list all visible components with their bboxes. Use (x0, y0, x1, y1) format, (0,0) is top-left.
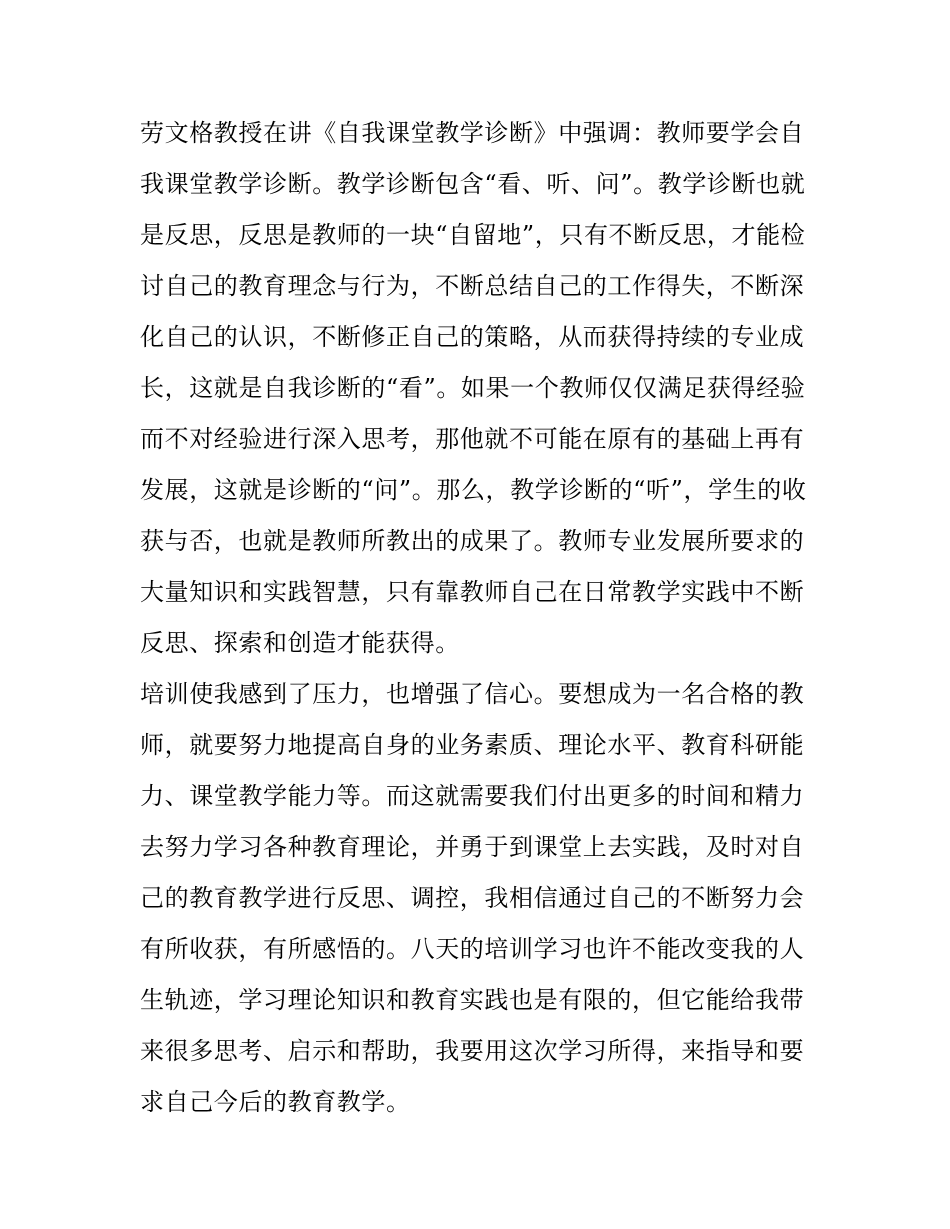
text-line: 力、课堂教学能力等。而这就需要我们付出更多的时间和精力 (140, 782, 805, 810)
text-line: 讨自己的教育理念与行为，不断总结自己的工作得失，不断深 (140, 272, 805, 300)
text-line: 反思、探索和创造才能获得。 (140, 629, 460, 657)
text-line: 是反思，反思是教师的一块“自留地”，只有不断反思，才能检 (140, 221, 806, 249)
paragraph-2 (140, 669, 812, 1128)
text-line: 劳文格教授在讲《自我课堂教学诊断》中强调：教师要学会自 (140, 119, 805, 147)
text-line: 去努力学习各种教育理论，并勇于到课堂上去实践，及时对自 (140, 833, 805, 861)
text-line: 发展，这就是诊断的“问”。那么，教学诊断的“听”，学生的收 (140, 476, 807, 504)
paragraph-1 (140, 108, 812, 669)
text-line: 来很多思考、启示和帮助，我要用这次学习所得，来指导和要 (140, 1037, 805, 1065)
text-line: 有所收获，有所感悟的。八天的培训学习也许不能改变我的人 (140, 935, 805, 963)
text-line: 生轨迹，学习理论知识和教育实践也是有限的，但它能给我带 (140, 986, 805, 1014)
text-line: 化自己的认识，不断修正自己的策略，从而获得持续的专业成 (140, 323, 805, 351)
text-line: 师，就要努力地提高自身的业务素质、理论水平、教育科研能 (140, 731, 805, 759)
text-line: 长，这就是自我诊断的“看”。如果一个教师仅仅满足获得经验 (140, 374, 806, 402)
document-page (140, 108, 812, 1128)
text-line: 而不对经验进行深入思考，那他就不可能在原有的基础上再有 (140, 425, 805, 453)
text-line: 培训使我感到了压力，也增强了信心。要想成为一名合格的教 (140, 680, 805, 708)
text-line: 大量知识和实践智慧，只有靠教师自己在日常教学实践中不断 (140, 578, 805, 606)
text-line: 我课堂教学诊断。教学诊断包含“看、听、问”。教学诊断也就 (140, 170, 806, 198)
text-line: 己的教育教学进行反思、调控，我相信通过自己的不断努力会 (140, 884, 805, 912)
text-line: 求自己今后的教育教学。 (140, 1088, 411, 1116)
text-line: 获与否，也就是教师所教出的成果了。教师专业发展所要求的 (140, 527, 805, 555)
